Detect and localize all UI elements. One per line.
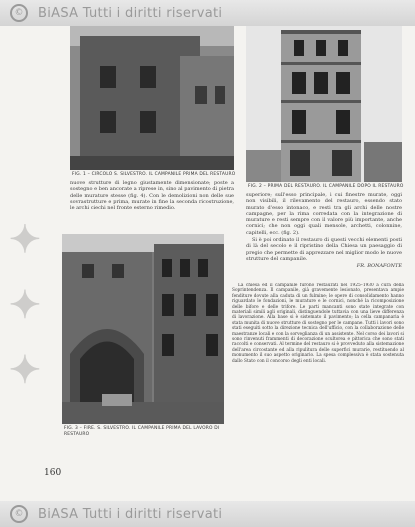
figure-3-caption: FIG. 3 – FIRE. S. SILVESTRO. IL CAMPANILE PRIMA DEL LAVORO DI RESTAURO [64, 426, 220, 437]
text-column-right-small [232, 283, 404, 495]
copyright-icon: © [10, 4, 28, 22]
page-number: 160 [44, 468, 62, 478]
photo-church-facade [62, 234, 224, 424]
figure-2-caption: FIG. 2 – PRIMA DEL RESTAURO. IL CAMPANILE DOPO IL RESTAURO [248, 184, 404, 189]
watermark-banner-top [0, 0, 415, 26]
paragraph: Si è poi ordinato il restauro di questi vecchi elementi posti di là del secolo e il ripristino della Chiesa un paesaggio di pregio che permette di apprezzare nel miglior modo le nuove strutture del campanile. [246, 237, 402, 262]
copyright-icon: © [10, 505, 28, 523]
text-column-left-top [70, 180, 234, 232]
library-stamp-watermark: ✦ ✦ ✦ [2, 211, 47, 390]
watermark-text: BiASA Tutti i diritti riservati [38, 5, 223, 21]
text-column-right [246, 192, 402, 278]
author-signature: FR. BONAFONTE [356, 263, 402, 270]
watermark-banner-bottom [0, 501, 415, 527]
watermark-text: BiASA Tutti i diritti riservati [38, 506, 223, 522]
paragraph: superiore; sull'esso principale, i cui finestre murate, oggi non visibili, il rilevamento del restauro, essendo stato murato d'esso intonaco, e resti tra gli archi delle nostre campagne, per la rima corredata con la integrazione di murature e resti sempre con il valore più importante, anche cornici; che non oggi quali mensole, archetti, colonnine, capitelli, ecc. (fig. 2). [246, 192, 402, 236]
photo-building-exterior [70, 16, 234, 170]
paragraph: nuove strutture di legno giustamente dimensionate; poste a sostegno e ben ancorate a riprese in, sino al pavimento di pietra delle murature stesse (fig. 4). Con le demolizioni non delle sue sovrastrutture e prima, murate in fine la seconda ricostruzione, le archi ciechi nel fronte esterno rimedio. [70, 180, 234, 212]
photo-bell-tower [246, 22, 402, 182]
paragraph: La chiesa ed il campanile furono restaurati nel 1925–1930 a cura della Soprintendenza. Il campanile, già gravemente lesionato, presentava ampie fenditure dovute alla caduta di un fulmine; le opere di consolidamento hanno riguardato le fondazioni, le murature e le cornici, nonché la ricomposizione delle bifore e delle trifore. Le parti mancanti sono state integrate con materiali simili agli originali, distinguendole tuttavia con una lieve differenza di lavorazione. Alla base si è sistemato il pavimento; la cella campanaria è stata munita di nuove strutture di sostegno per le campane. Tutti i lavori sono stati eseguiti sotto la direzione tecnica dell'ufficio, con la collaborazione delle maestranze locali e con la sorveglianza di un assistente. Nel corso dei lavori si sono rinvenuti frammenti di decorazione scultorea e pittorica che sono stati raccolti e conservati. Al termine del restauro si è provveduto alla sistemazione dell'area circostante ed alla ripulitura delle superfici murarie, restituendo al monumento il suo aspetto originario. La spesa complessiva è stata sostenuta dallo Stato con il concorso degli enti locali. [232, 283, 404, 364]
figure-1-caption: FIG. 1 – CIRCOLO S. SILVESTRO. IL CAMPANILE PRIMA DEL RESTAURO [72, 172, 236, 177]
